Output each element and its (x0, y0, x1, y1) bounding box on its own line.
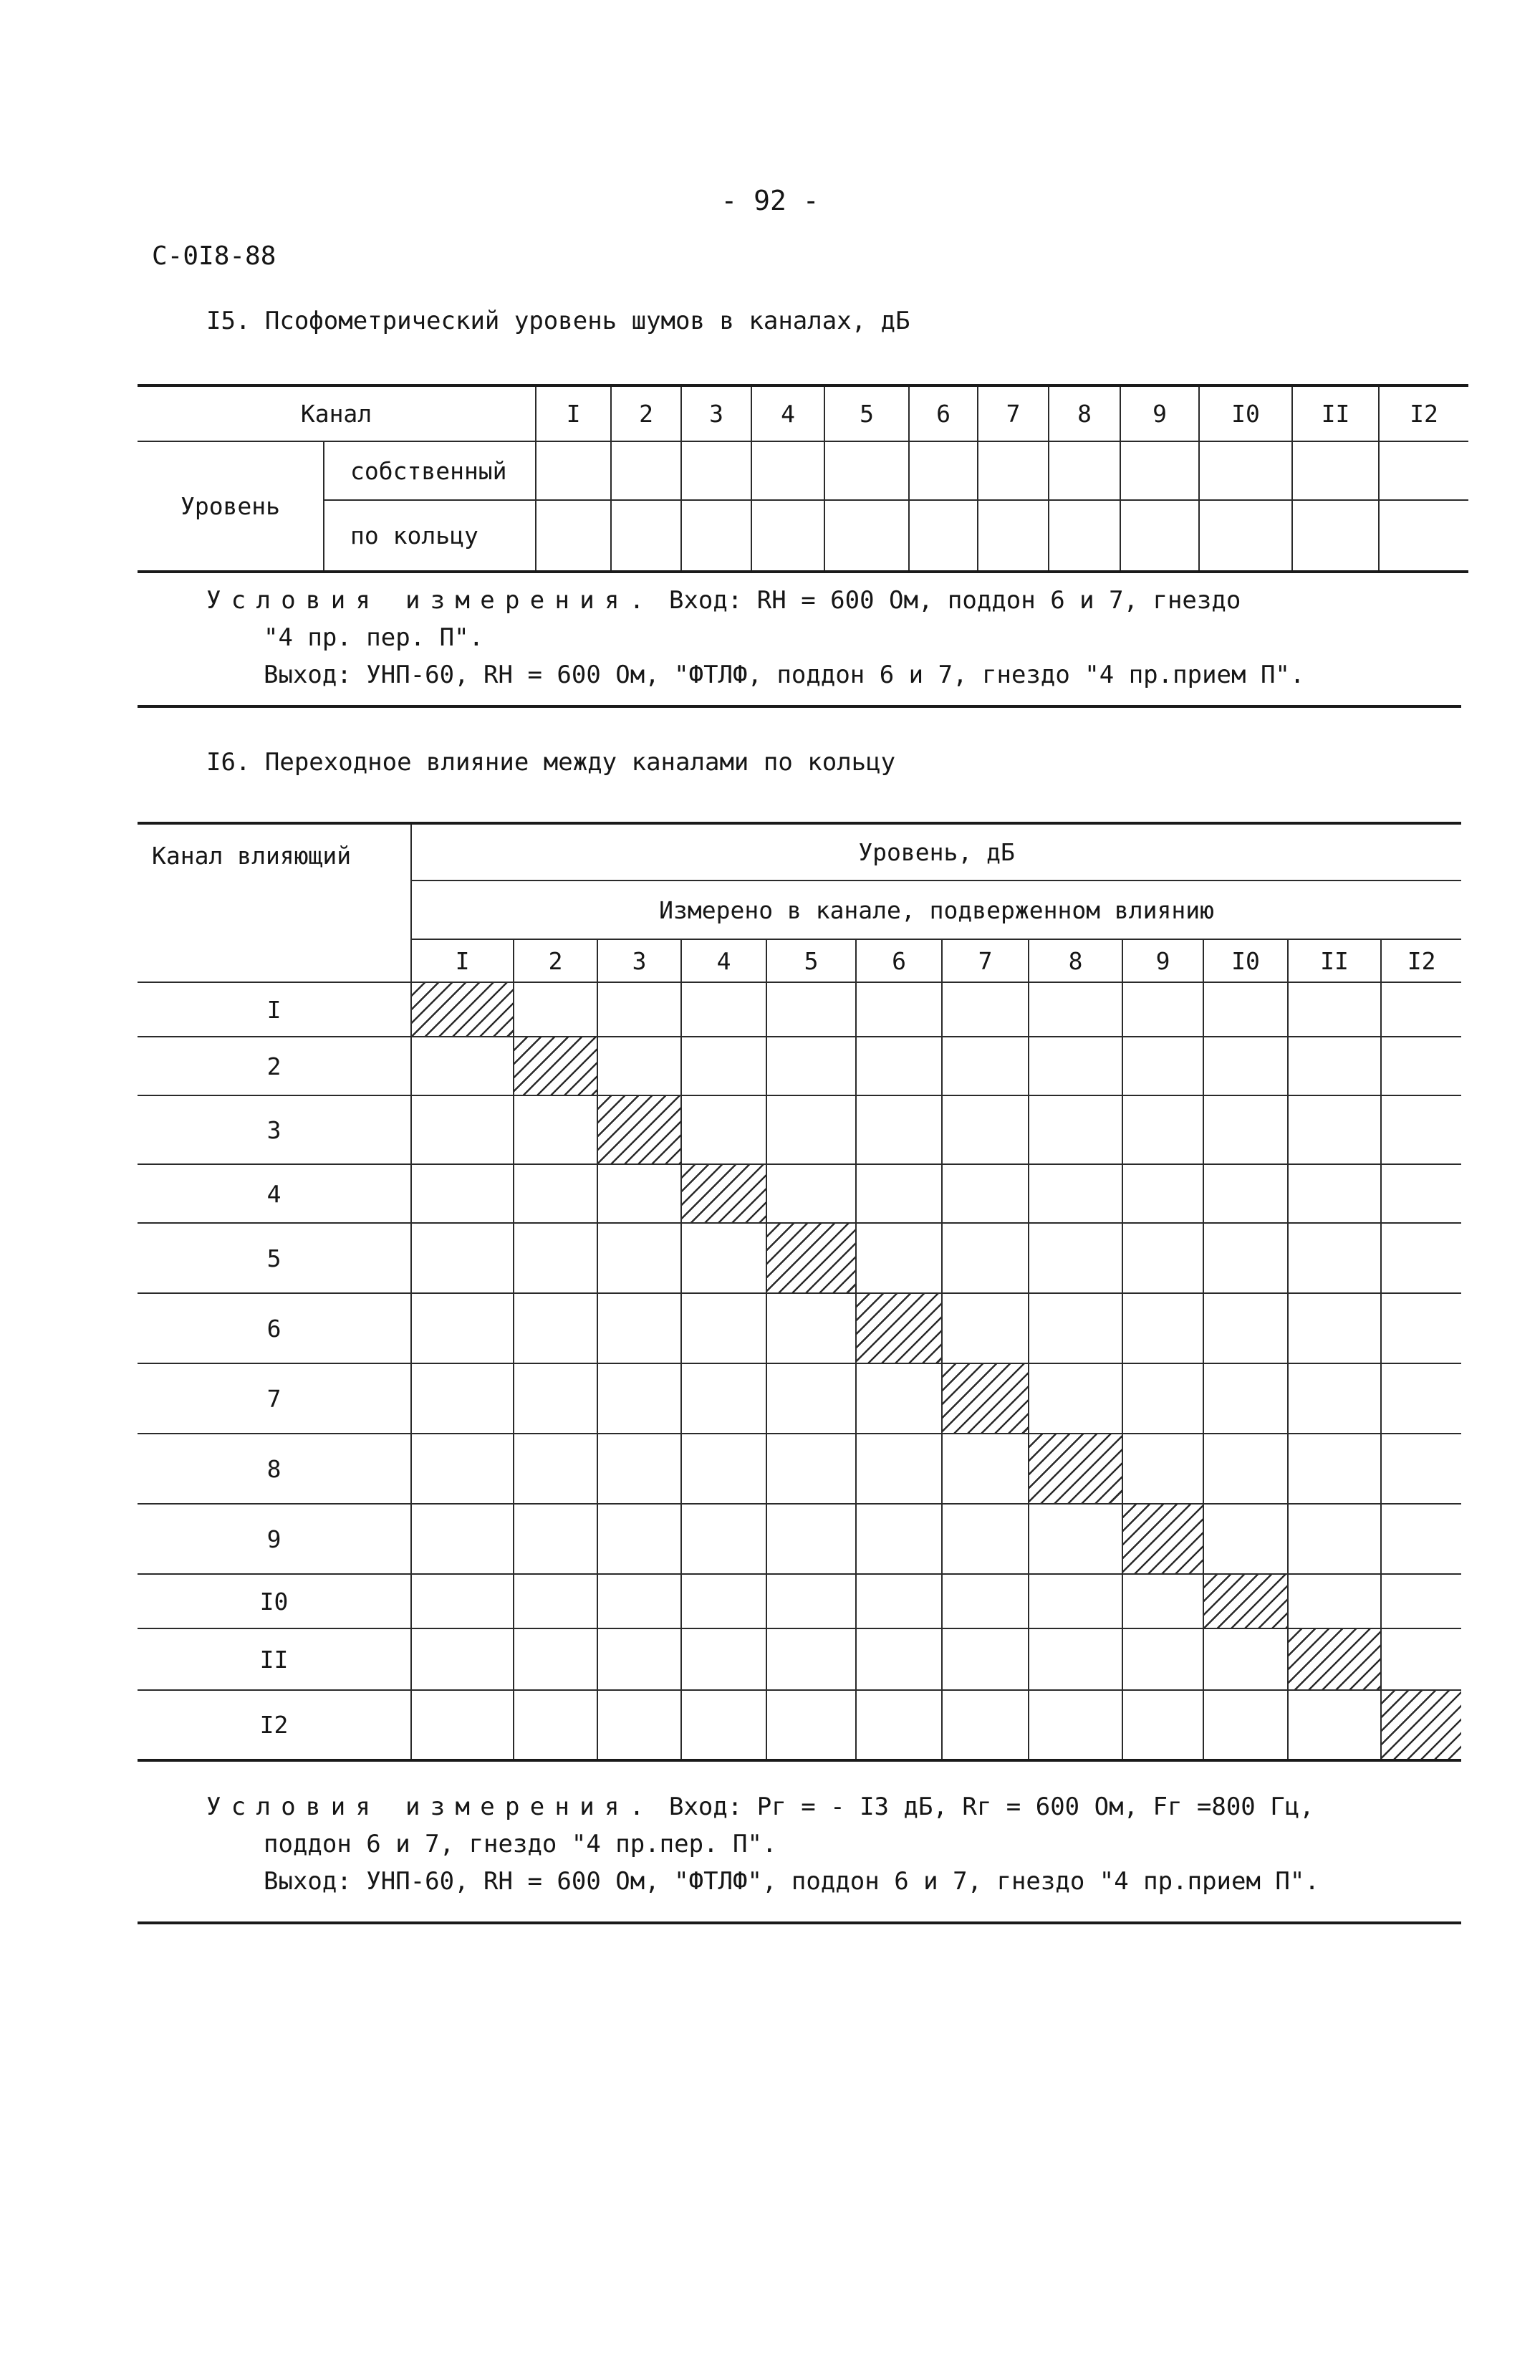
value-cell (597, 1223, 681, 1293)
value-cell (766, 1037, 856, 1095)
value-cell (611, 441, 681, 500)
value-cell (1122, 1095, 1203, 1164)
value-cell (681, 1434, 766, 1504)
value-cell (856, 1164, 942, 1223)
value-cell (1203, 1293, 1288, 1363)
crosstalk-row (138, 982, 1461, 1037)
channel-header-cell: I2 (1379, 385, 1468, 441)
value-cell (411, 1095, 514, 1164)
conditions-line-1 (206, 582, 1304, 619)
channel-header-cell: II (1292, 385, 1379, 441)
section-16-heading: I6. Переходное влияние между каналами по кольцу (206, 748, 896, 777)
column-number-cell: 3 (597, 939, 681, 982)
value-cell (1381, 1037, 1461, 1095)
value-cell (909, 441, 978, 500)
value-cell (1288, 1574, 1381, 1628)
value-cell (1381, 1164, 1461, 1223)
influencing-channel-label: 2 (138, 1037, 411, 1095)
influencing-channel-label: 4 (138, 1164, 411, 1223)
value-cell (514, 1223, 597, 1293)
diagonal-hatched-cell (597, 1095, 681, 1164)
value-cell (597, 1574, 681, 1628)
value-cell (1199, 441, 1292, 500)
value-cell (514, 1690, 597, 1760)
conditions-input: Вход: RН = 600 Ом, поддон 6 и 7, гнездо (668, 586, 1241, 615)
value-cell (1288, 1223, 1381, 1293)
crosstalk-row (138, 1690, 1461, 1760)
value-cell (856, 1434, 942, 1504)
value-cell (1288, 1363, 1381, 1434)
value-cell (611, 500, 681, 572)
influencing-channel-label: 5 (138, 1223, 411, 1293)
value-cell (411, 1363, 514, 1434)
value-cell (856, 982, 942, 1037)
value-cell (1203, 1363, 1288, 1434)
ring-level-row (138, 500, 1468, 572)
value-cell (824, 441, 909, 500)
value-cell (1381, 1293, 1461, 1363)
value-cell (751, 441, 824, 500)
value-cell (514, 1504, 597, 1574)
level-label: Уровень (138, 441, 324, 572)
column-number-cell: 6 (856, 939, 942, 982)
value-cell (1203, 1434, 1288, 1504)
value-cell (766, 982, 856, 1037)
value-cell (1029, 1628, 1122, 1690)
value-cell (856, 1690, 942, 1760)
crosstalk-row (138, 1504, 1461, 1574)
value-cell (1049, 500, 1120, 572)
value-cell (1203, 982, 1288, 1037)
section-15-heading: I5. Псофометрический уровень шумов в каналах, дБ (206, 307, 910, 335)
value-cell (751, 500, 824, 572)
value-cell (978, 500, 1049, 572)
value-cell (1288, 1504, 1381, 1574)
value-cell (766, 1574, 856, 1628)
diagonal-hatched-cell (1122, 1504, 1203, 1574)
value-cell (1029, 1037, 1122, 1095)
column-number-cell: I (411, 939, 514, 982)
value-cell (411, 1164, 514, 1223)
value-cell (514, 1434, 597, 1504)
value-cell (681, 1574, 766, 1628)
influencing-channel-label: 9 (138, 1504, 411, 1574)
diagonal-hatched-cell (1288, 1628, 1381, 1690)
column-number-cell: II (1288, 939, 1381, 982)
influencing-channel-label: I0 (138, 1574, 411, 1628)
value-cell (856, 1363, 942, 1434)
diagonal-hatched-cell (681, 1164, 766, 1223)
conditions-line-2: поддон 6 и 7, гнездо "4 пр.пер. П". (264, 1830, 777, 1858)
value-cell (1122, 1690, 1203, 1760)
value-cell (514, 1574, 597, 1628)
value-cell (766, 1434, 856, 1504)
influencing-channel-label: II (138, 1628, 411, 1690)
value-cell (942, 1574, 1029, 1628)
section-16-conditions (206, 1788, 1319, 1900)
value-cell (1379, 441, 1468, 500)
channel-header-cell: 8 (1049, 385, 1120, 441)
value-cell (1029, 1574, 1122, 1628)
conditions-label: Условия измерения. (206, 586, 655, 615)
value-cell (766, 1363, 856, 1434)
value-cell (1381, 1574, 1461, 1628)
value-cell (909, 500, 978, 572)
value-cell (681, 1095, 766, 1164)
measured-header: Измерено в канале, подверженном влиянию (411, 880, 1461, 939)
crosstalk-row (138, 1363, 1461, 1434)
column-number-cell: 4 (681, 939, 766, 982)
diagonal-hatched-cell (1381, 1690, 1461, 1760)
value-cell (597, 1690, 681, 1760)
conditions-line-1 (206, 1788, 1319, 1825)
value-cell (856, 1037, 942, 1095)
value-cell (681, 1223, 766, 1293)
value-cell (1381, 1504, 1461, 1574)
value-cell (1122, 1628, 1203, 1690)
value-cell (1288, 982, 1381, 1037)
column-number-cell: 7 (942, 939, 1029, 982)
value-cell (411, 1574, 514, 1628)
corner-label: Канал влияющий (138, 823, 411, 982)
conditions-label: Условия измерения. (206, 1793, 655, 1821)
value-cell (766, 1628, 856, 1690)
diagonal-hatched-cell (1203, 1574, 1288, 1628)
conditions-input: Вход: Рг = - I3 дБ, Rг = 600 Ом, Fг =800 Гц, (668, 1793, 1314, 1821)
value-cell (514, 982, 597, 1037)
crosstalk-row (138, 1434, 1461, 1504)
value-cell (597, 1363, 681, 1434)
value-cell (1122, 1363, 1203, 1434)
value-cell (681, 1690, 766, 1760)
value-cell (856, 1574, 942, 1628)
value-cell (681, 1363, 766, 1434)
column-number-cell: 2 (514, 939, 597, 982)
value-cell (411, 1037, 514, 1095)
value-cell (1203, 1690, 1288, 1760)
section-15-end-rule (138, 705, 1461, 708)
value-cell (514, 1095, 597, 1164)
value-cell (1029, 1095, 1122, 1164)
crosstalk-row (138, 1223, 1461, 1293)
value-cell (942, 1690, 1029, 1760)
value-cell (1203, 1504, 1288, 1574)
page-number: - 92 - (721, 185, 819, 216)
conditions-line-3: Выход: УНП-60, RН = 600 Ом, "ФТЛФ", поддон 6 и 7, гнездо "4 пр.прием П". (264, 1867, 1319, 1896)
value-cell (1029, 1223, 1122, 1293)
value-cell (1381, 1095, 1461, 1164)
own-level-row (138, 441, 1468, 500)
value-cell (1049, 441, 1120, 500)
influencing-channel-label: I2 (138, 1690, 411, 1760)
value-cell (597, 1164, 681, 1223)
value-cell (1292, 441, 1379, 500)
value-cell (942, 1095, 1029, 1164)
channel-header-cell: I (536, 385, 611, 441)
value-cell (681, 1293, 766, 1363)
influencing-channel-label: 7 (138, 1363, 411, 1434)
value-cell (597, 1628, 681, 1690)
channel-header-cell: 9 (1120, 385, 1199, 441)
value-cell (597, 1504, 681, 1574)
value-cell (766, 1504, 856, 1574)
value-cell (597, 1037, 681, 1095)
influencing-channel-label: I (138, 982, 411, 1037)
value-cell (1288, 1095, 1381, 1164)
crosstalk-row (138, 1164, 1461, 1223)
channel-header-cell: 7 (978, 385, 1049, 441)
value-cell (1379, 500, 1468, 572)
crosstalk-row (138, 1574, 1461, 1628)
value-cell (1203, 1164, 1288, 1223)
value-cell (411, 1223, 514, 1293)
value-cell (514, 1164, 597, 1223)
value-cell (942, 1037, 1029, 1095)
value-cell (856, 1095, 942, 1164)
value-cell (411, 1690, 514, 1760)
value-cell (1029, 982, 1122, 1037)
value-cell (766, 1095, 856, 1164)
crosstalk-row (138, 1293, 1461, 1363)
row-label-own: собственный (324, 441, 536, 500)
value-cell (1122, 1434, 1203, 1504)
value-cell (1122, 982, 1203, 1037)
value-cell (536, 441, 611, 500)
value-cell (536, 500, 611, 572)
crosstalk-table (138, 822, 1461, 1762)
diagonal-hatched-cell (1029, 1434, 1122, 1504)
channel-label: Канал (138, 385, 536, 441)
column-number-cell: 9 (1122, 939, 1203, 982)
value-cell (1029, 1293, 1122, 1363)
value-cell (766, 1164, 856, 1223)
value-cell (1292, 500, 1379, 572)
channel-header-cell: I0 (1199, 385, 1292, 441)
value-cell (514, 1628, 597, 1690)
value-cell (597, 1434, 681, 1504)
channel-header-cell: 6 (909, 385, 978, 441)
value-cell (766, 1293, 856, 1363)
value-cell (942, 1434, 1029, 1504)
value-cell (1288, 1293, 1381, 1363)
value-cell (1381, 1434, 1461, 1504)
value-cell (942, 982, 1029, 1037)
column-number-cell: 8 (1029, 939, 1122, 982)
value-cell (681, 1504, 766, 1574)
noise-level-table (138, 384, 1468, 573)
value-cell (1122, 1293, 1203, 1363)
value-cell (1288, 1164, 1381, 1223)
value-cell (1288, 1037, 1381, 1095)
value-cell (1381, 982, 1461, 1037)
value-cell (411, 1293, 514, 1363)
value-cell (942, 1164, 1029, 1223)
channel-header-row (138, 385, 1468, 441)
section-15-conditions (206, 582, 1304, 694)
value-cell (1122, 1223, 1203, 1293)
diagonal-hatched-cell (411, 982, 514, 1037)
value-cell (681, 441, 751, 500)
value-cell (411, 1504, 514, 1574)
crosstalk-row (138, 1628, 1461, 1690)
value-cell (597, 982, 681, 1037)
value-cell (942, 1223, 1029, 1293)
value-cell (1029, 1164, 1122, 1223)
value-cell (1029, 1690, 1122, 1760)
value-cell (856, 1504, 942, 1574)
influencing-channel-label: 8 (138, 1434, 411, 1504)
column-number-cell: 5 (766, 939, 856, 982)
value-cell (1203, 1095, 1288, 1164)
value-cell (681, 1628, 766, 1690)
value-cell (681, 1037, 766, 1095)
value-cell (1381, 1628, 1461, 1690)
conditions-line-2: "4 пр. пер. П". (264, 623, 484, 652)
value-cell (1381, 1363, 1461, 1434)
channel-header-cell: 2 (611, 385, 681, 441)
value-cell (1120, 441, 1199, 500)
crosstalk-row (138, 1037, 1461, 1095)
influencing-channel-label: 6 (138, 1293, 411, 1363)
channel-header-cell: 5 (824, 385, 909, 441)
section-16-end-rule (138, 1921, 1461, 1924)
diagonal-hatched-cell (766, 1223, 856, 1293)
crosstalk-row (138, 1095, 1461, 1164)
value-cell (1122, 1164, 1203, 1223)
value-cell (942, 1628, 1029, 1690)
value-cell (1122, 1037, 1203, 1095)
value-cell (681, 500, 751, 572)
value-cell (1029, 1363, 1122, 1434)
value-cell (681, 982, 766, 1037)
value-cell (411, 1628, 514, 1690)
value-cell (411, 1434, 514, 1504)
value-cell (1288, 1434, 1381, 1504)
value-cell (1203, 1223, 1288, 1293)
channel-header-cell: 3 (681, 385, 751, 441)
value-cell (856, 1223, 942, 1293)
diagonal-hatched-cell (514, 1037, 597, 1095)
value-cell (1203, 1037, 1288, 1095)
row-label-ring: по кольцу (324, 500, 536, 572)
value-cell (942, 1293, 1029, 1363)
level-header: Уровень, дБ (411, 823, 1461, 880)
value-cell (942, 1504, 1029, 1574)
channel-header-cell: 4 (751, 385, 824, 441)
value-cell (1029, 1504, 1122, 1574)
value-cell (1122, 1574, 1203, 1628)
value-cell (824, 500, 909, 572)
value-cell (514, 1363, 597, 1434)
influencing-channel-label: 3 (138, 1095, 411, 1164)
value-cell (1120, 500, 1199, 572)
value-cell (514, 1293, 597, 1363)
document-id: С-0I8-88 (152, 241, 276, 271)
column-number-cell: I0 (1203, 939, 1288, 982)
diagonal-hatched-cell (942, 1363, 1029, 1434)
value-cell (1203, 1628, 1288, 1690)
value-cell (1199, 500, 1292, 572)
value-cell (1288, 1690, 1381, 1760)
value-cell (597, 1293, 681, 1363)
conditions-line-3: Выход: УНП-60, RН = 600 Ом, "ФТЛФ, поддон 6 и 7, гнездо "4 пр.прием П". (264, 661, 1305, 689)
value-cell (856, 1628, 942, 1690)
column-number-cell: I2 (1381, 939, 1461, 982)
value-cell (1381, 1223, 1461, 1293)
value-cell (766, 1690, 856, 1760)
value-cell (978, 441, 1049, 500)
diagonal-hatched-cell (856, 1293, 942, 1363)
level-header-row (138, 823, 1461, 880)
